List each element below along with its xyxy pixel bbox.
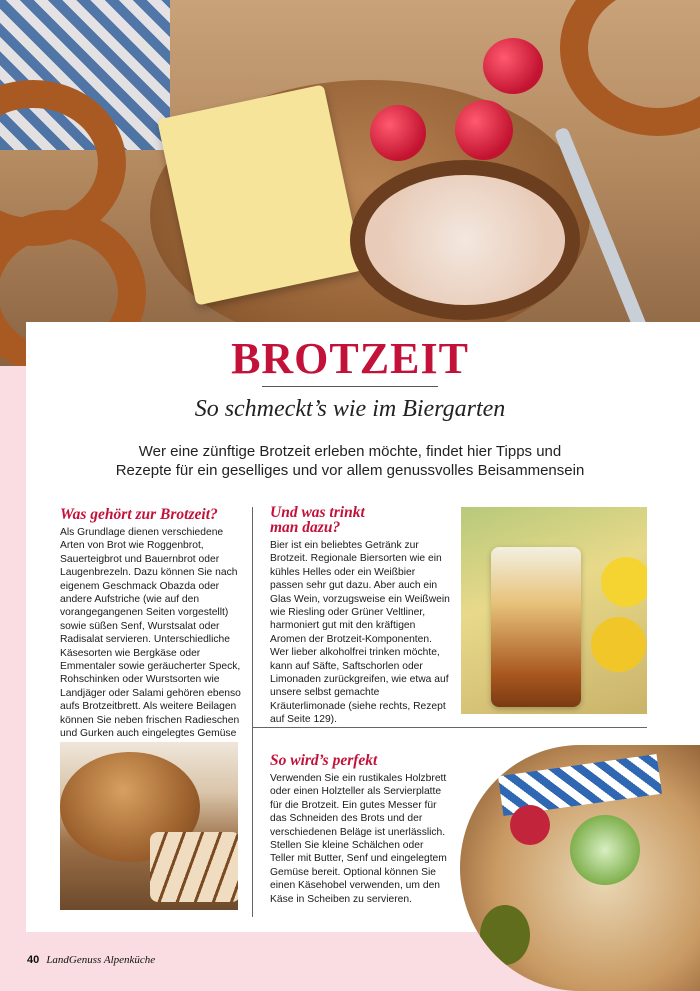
- section-heading: Und was trinkt man dazu?: [270, 504, 365, 536]
- magazine-name: LandGenuss Alpenküche: [46, 954, 156, 966]
- lemon: [591, 617, 646, 672]
- section-heading: So wird’s perfekt: [270, 752, 378, 769]
- section-body: Bier ist ein beliebtes Getränk zur Brotzeit. Regionale Biersorten wie ein kühles Helles oder ein Weißbier passen sehr gut dazu. Aber auch ein Glas Wein, vorzugsweise ein Weißwein wie Riesling oder Grüner Veltliner, harmoniert gut mit den kräftigen Aromen der Brotzeit-Komponenten. Wer lieber alkoholfrei trinken möchte, kann auf Säfte, Saftschorlen oder Limonaden zurückgreifen, wie etwa auf unsere selbst gemachte Kräuterlimonade (siehe rechts, Rezept auf Seite 129).: [270, 540, 450, 726]
- lemon: [601, 557, 647, 607]
- section-body: Verwenden Sie ein rustikales Holzbrett oder einen Holzteller als Servierplatte für die Brotzeit. Ein gutes Messer für das Schneiden des Brots und der verschiedenen Beläge ist unerlässlich. Stellen Sie kleine Schälchen oder Teller mit Butter, Senf und eingelegtem Gemüse bereit. Optional können Sie einen Käsehobel verwenden, um den Käse in Scheiben zu servieren.: [270, 773, 447, 905]
- radish: [483, 38, 543, 94]
- section-heading: Was gehört zur Brotzeit?: [60, 506, 218, 523]
- section-body: Als Grundlage dienen verschiedene Arten von Brot wie Roggenbrot, Sauerteigbrot und Bauernbrot oder Laugenbrezeln. Dazu können Sie nach eigenem Geschmack Obazda oder andere Aufstriche (wie auf den vorangegangenen Seiten vorgestellt) sowie süßen Senf, Wurstsalat oder Radisalat servieren. Unterschiedliche Käsesorten wie Bergkäse oder Emmentaler sowie geräucherter Speck, Rohschinken oder Wurstsorten wie Landjäger oder Salami gehören ebenso aufs Brotzeitbrett. Als weitere Beilagen können Sie neben frischen Radieschen und Gurken auch eingelegtes Gemüse: [60, 527, 241, 740]
- cucumber-bowl: [570, 815, 640, 885]
- pickles: [480, 905, 530, 965]
- radishes: [510, 805, 550, 845]
- intro-text: Wer eine zünftige Brotzeit erleben möchte, findet hier Tipps und Rezepte für ein geselliges und vor allem genussvolles Beisammensein: [115, 443, 585, 479]
- section-drinks: [270, 505, 450, 727]
- radish: [370, 105, 426, 161]
- radish-salad: [365, 175, 565, 305]
- section-perfect: [270, 753, 450, 906]
- platter-photo: [460, 745, 700, 991]
- hero-photo: [0, 0, 700, 366]
- title-rule: [262, 386, 438, 387]
- pretzel: [560, 0, 700, 136]
- bread-photo: [60, 742, 238, 910]
- column-divider: [252, 507, 253, 917]
- radish: [455, 100, 513, 160]
- lemonade-photo: [461, 507, 647, 714]
- section-what-belongs: [60, 507, 242, 754]
- page-title: BROTZEIT: [231, 334, 469, 383]
- page-number: 40: [27, 954, 40, 966]
- glass: [491, 547, 581, 707]
- page-subtitle: So schmeckt’s wie im Biergarten: [194, 396, 506, 422]
- page-footer: [27, 954, 155, 966]
- section-divider: [252, 727, 647, 728]
- bread-slices: [150, 832, 238, 902]
